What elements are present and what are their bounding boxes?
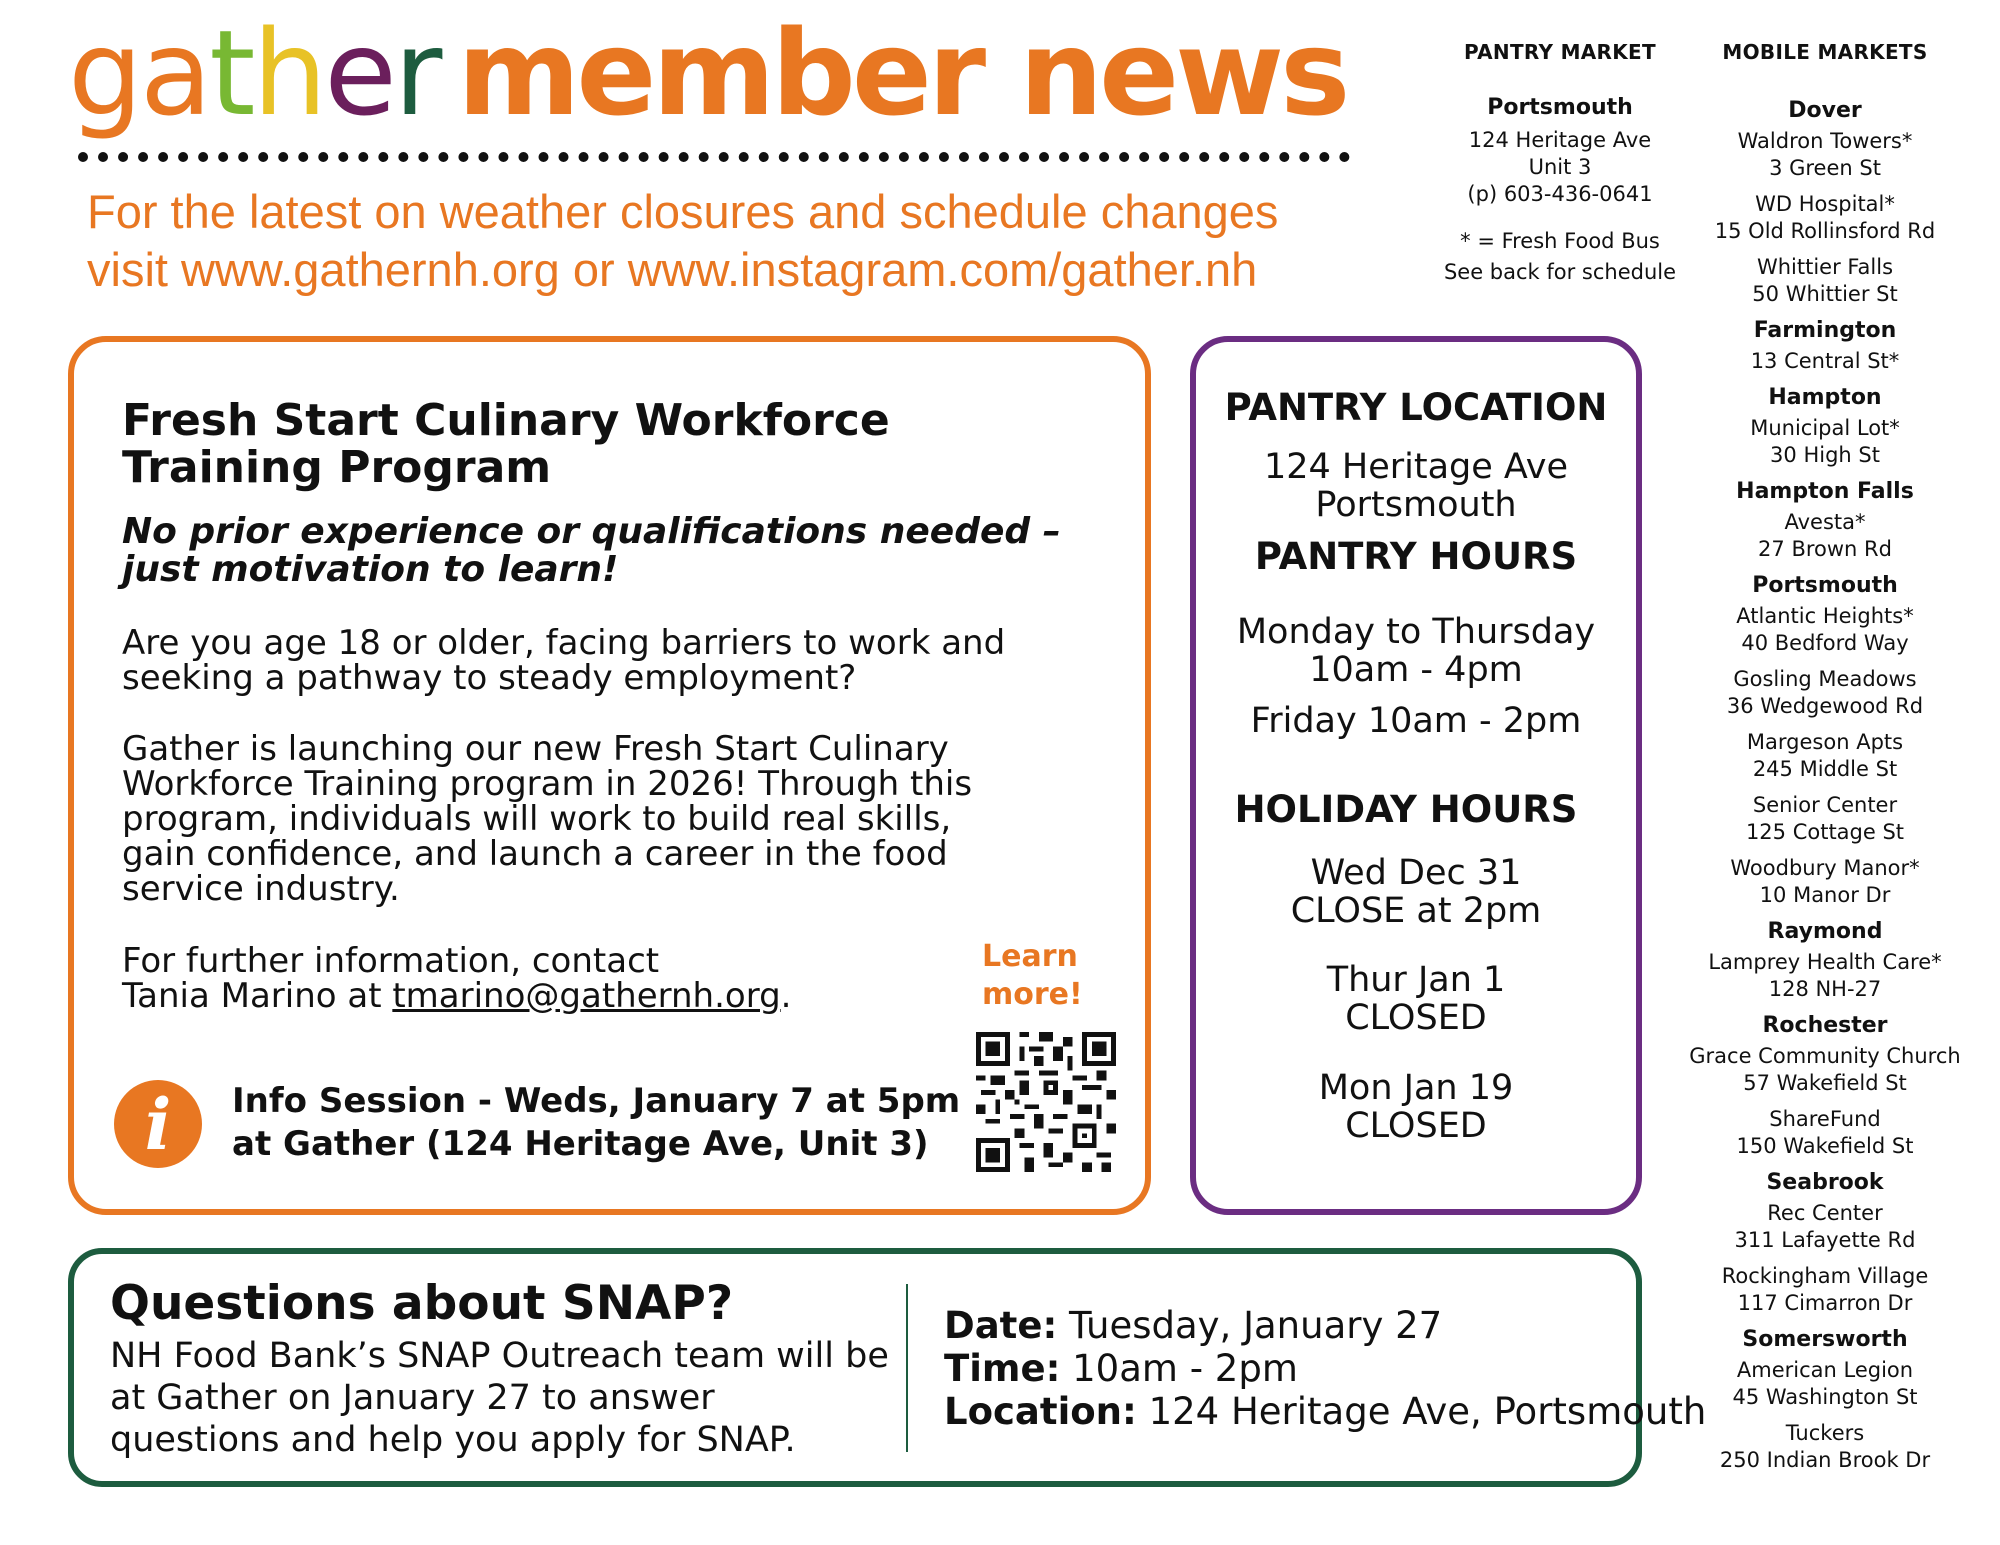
market-site-address: 36 Wedgewood Rd bbox=[1726, 694, 1924, 718]
training-description-paragraph bbox=[122, 729, 1042, 909]
pantry-hours-card bbox=[1190, 336, 1642, 1215]
market-site bbox=[1660, 1043, 1990, 1097]
newsletter-masthead bbox=[68, 4, 1347, 142]
hours-line-2: 10am - 4pm bbox=[1309, 650, 1523, 690]
market-site bbox=[1660, 1106, 1990, 1160]
date-value: Tuesday, January 27 bbox=[1057, 1304, 1443, 1347]
market-site bbox=[1660, 191, 1990, 245]
session-line-2: at Gather (124 Heritage Ave, Unit 3) bbox=[232, 1124, 929, 1164]
market-town: Hampton Falls bbox=[1736, 479, 1914, 504]
hours-line-1: Monday to Thursday bbox=[1236, 612, 1596, 652]
brand-letter: a bbox=[139, 4, 210, 142]
market-site-name: Woodbury Manor* bbox=[1730, 856, 1920, 880]
pantry-hours bbox=[1196, 613, 1636, 689]
market-site-name: Avesta* bbox=[1784, 510, 1866, 534]
training-title-line-1: Fresh Start Culinary Workforce bbox=[122, 395, 890, 446]
dotted-divider bbox=[78, 152, 1350, 162]
market-site-address: 150 Wakefield St bbox=[1736, 1134, 1914, 1158]
market-site bbox=[1660, 792, 1990, 846]
market-site-name: Waldron Towers* bbox=[1737, 129, 1913, 153]
pantry-market-address-line-1: 124 Heritage Ave bbox=[1468, 128, 1652, 152]
snap-body-line-1: NH Food Bank’s SNAP Outreach team will be bbox=[110, 1336, 889, 1376]
market-site-name: Rec Center bbox=[1767, 1201, 1883, 1225]
contact-prefix: Tania Marino at bbox=[122, 976, 393, 1016]
market-site-name: Whittier Falls bbox=[1756, 255, 1894, 279]
market-site-name: Rockingham Village bbox=[1721, 1264, 1929, 1288]
brand-letter: r bbox=[393, 4, 440, 142]
market-site-name: Senior Center bbox=[1752, 793, 1898, 817]
market-site-address: 10 Manor Dr bbox=[1759, 883, 1891, 907]
market-site bbox=[1660, 855, 1990, 909]
market-town: Raymond bbox=[1767, 919, 1883, 944]
market-site-name: ShareFund bbox=[1769, 1107, 1881, 1131]
market-site bbox=[1660, 509, 1990, 563]
market-site-address: 27 Brown Rd bbox=[1758, 537, 1892, 561]
snap-body-line-2: at Gather on January 27 to answer bbox=[110, 1378, 715, 1418]
market-site-address: 128 NH-27 bbox=[1768, 977, 1882, 1001]
holiday-day: Thur Jan 1 bbox=[1326, 960, 1506, 1000]
pantry-market-city: Portsmouth bbox=[1487, 95, 1633, 120]
market-site-address: 57 Wakefield St bbox=[1743, 1071, 1907, 1095]
para1-line-1: Are you age 18 or older, facing barriers to work and bbox=[122, 623, 1006, 663]
market-site-address: 250 Indian Brook Dr bbox=[1719, 1448, 1931, 1472]
contact-suffix: . bbox=[780, 976, 792, 1016]
market-site-address: 117 Cimarron Dr bbox=[1737, 1291, 1913, 1315]
training-eligibility-paragraph bbox=[122, 623, 1042, 698]
pantry-hours-heading: PANTRY HOURS bbox=[1254, 535, 1578, 578]
date-label: Date: bbox=[944, 1304, 1058, 1347]
market-town: Seabrook bbox=[1766, 1170, 1884, 1195]
info-icon: i bbox=[114, 1080, 202, 1168]
market-site-name: Lamprey Health Care* bbox=[1708, 950, 1942, 974]
market-site bbox=[1660, 1420, 1990, 1474]
holiday-0 bbox=[1196, 854, 1636, 930]
pantry-address-line-2: Portsmouth bbox=[1315, 485, 1517, 525]
market-site-name: American Legion bbox=[1736, 1358, 1914, 1382]
contact-email-link[interactable]: tmarino@gathernh.org bbox=[392, 976, 781, 1016]
training-contact-paragraph bbox=[122, 941, 1042, 1016]
training-program-card bbox=[68, 336, 1151, 1215]
market-site-name: 13 Central St* bbox=[1750, 349, 1900, 373]
snap-divider bbox=[906, 1284, 908, 1452]
market-site-address: 245 Middle St bbox=[1752, 757, 1898, 781]
market-site-address: 125 Cottage St bbox=[1745, 820, 1905, 844]
brand-letter: g bbox=[68, 4, 140, 142]
market-site-name: Atlantic Heights* bbox=[1736, 604, 1914, 628]
holiday-hours-heading: HOLIDAY HOURS bbox=[1234, 788, 1578, 831]
learn-line-2: more! bbox=[982, 977, 1083, 1012]
holiday-status: CLOSED bbox=[1345, 1106, 1487, 1146]
market-site-address: 40 Bedford Way bbox=[1741, 631, 1909, 655]
para1-line-2: seeking a pathway to steady employment? bbox=[122, 658, 857, 698]
market-site-address: 50 Whittier St bbox=[1752, 282, 1898, 306]
market-site bbox=[1660, 254, 1990, 308]
mobile-markets-list bbox=[1660, 94, 1990, 1483]
brand-letter: e bbox=[324, 4, 394, 142]
pantry-address-line-1: 124 Heritage Ave bbox=[1263, 447, 1569, 487]
brand-letter: h bbox=[252, 4, 325, 142]
session-line-1: Info Session - Weds, January 7 at 5pm bbox=[232, 1081, 961, 1121]
market-site bbox=[1660, 415, 1990, 469]
market-site bbox=[1660, 1357, 1990, 1411]
note-line-2: See back for schedule bbox=[1443, 260, 1677, 284]
para2-line-4: gain confidence, and launch a career in the food bbox=[122, 834, 948, 874]
holiday-day: Wed Dec 31 bbox=[1310, 853, 1522, 893]
pantry-market-address-line-2: Unit 3 bbox=[1528, 155, 1592, 179]
market-site bbox=[1660, 603, 1990, 657]
fresh-food-bus-note bbox=[1420, 226, 1700, 288]
holiday-2 bbox=[1196, 1069, 1636, 1145]
pantry-address bbox=[1196, 448, 1636, 524]
snap-card bbox=[68, 1248, 1707, 1487]
snap-location bbox=[944, 1390, 1706, 1433]
learn-more-label bbox=[982, 938, 1083, 1014]
market-town: Somersworth bbox=[1742, 1327, 1908, 1352]
notice-line-1: For the latest on weather closures and schedule changes bbox=[87, 185, 1279, 238]
weather-notice bbox=[87, 183, 1407, 299]
brand-letter: t bbox=[209, 4, 253, 142]
time-value: 10am - 2pm bbox=[1060, 1347, 1298, 1390]
market-town: Dover bbox=[1788, 98, 1862, 123]
market-site-address: 30 High St bbox=[1770, 443, 1880, 467]
market-town: Farmington bbox=[1753, 318, 1897, 343]
training-title bbox=[122, 397, 1022, 491]
holiday-day: Mon Jan 19 bbox=[1318, 1068, 1514, 1108]
pantry-market-heading: PANTRY MARKET bbox=[1464, 40, 1656, 64]
pantry-location-heading: PANTRY LOCATION bbox=[1224, 386, 1608, 429]
market-site bbox=[1660, 949, 1990, 1003]
market-site-name: Grace Community Church bbox=[1689, 1044, 1961, 1068]
info-session bbox=[232, 1080, 972, 1166]
pantry-market-phone: (p) 603-436-0641 bbox=[1467, 182, 1653, 206]
market-site-address: 15 Old Rollinsford Rd bbox=[1714, 219, 1936, 243]
holiday-status: CLOSE at 2pm bbox=[1290, 891, 1542, 931]
snap-body-line-3: questions and help you apply for SNAP. bbox=[110, 1420, 796, 1460]
market-site-name: WD Hospital* bbox=[1755, 192, 1895, 216]
market-site-name: Tuckers bbox=[1785, 1421, 1865, 1445]
para2-line-5: service industry. bbox=[122, 869, 400, 909]
market-site bbox=[1660, 128, 1990, 182]
notice-line-2: visit www.gathernh.org or www.instagram.com/gather.nh bbox=[87, 243, 1258, 296]
market-town: Hampton bbox=[1768, 385, 1882, 410]
market-site bbox=[1660, 666, 1990, 720]
snap-date bbox=[944, 1304, 1706, 1347]
training-subtitle bbox=[122, 513, 1062, 589]
holiday-status: CLOSED bbox=[1345, 998, 1487, 1038]
market-site bbox=[1660, 348, 1990, 375]
para2-line-3: program, individuals will work to build real skills, bbox=[122, 799, 952, 839]
snap-body bbox=[110, 1335, 930, 1461]
market-site-name: Gosling Meadows bbox=[1733, 667, 1917, 691]
market-site bbox=[1660, 729, 1990, 783]
learn-line-1: Learn bbox=[982, 939, 1078, 974]
snap-details bbox=[944, 1304, 1706, 1433]
market-site-address: 45 Washington St bbox=[1732, 1385, 1918, 1409]
pantry-market-info bbox=[1420, 94, 1700, 288]
mobile-markets-heading: MOBILE MARKETS bbox=[1722, 40, 1928, 64]
contact-line-2 bbox=[122, 976, 1042, 1016]
para2-line-2: Workforce Training program in 2026! Through this bbox=[122, 764, 973, 804]
market-town: Rochester bbox=[1762, 1013, 1888, 1038]
market-site-address: 3 Green St bbox=[1769, 156, 1881, 180]
market-site-name: Margeson Apts bbox=[1746, 730, 1904, 754]
headline-rest: member news bbox=[457, 4, 1347, 142]
market-site-name: Municipal Lot* bbox=[1750, 416, 1900, 440]
holiday-1 bbox=[1196, 961, 1636, 1037]
training-title-line-2: Training Program bbox=[122, 442, 552, 493]
time-label: Time: bbox=[944, 1347, 1061, 1390]
hours-line-3: Friday 10am - 2pm bbox=[1250, 701, 1582, 741]
qr-code-icon[interactable] bbox=[976, 1032, 1116, 1172]
snap-time bbox=[944, 1347, 1706, 1390]
location-label: Location: bbox=[944, 1390, 1137, 1433]
location-value: 124 Heritage Ave, Portsmouth bbox=[1136, 1390, 1707, 1433]
training-subtitle-line-2: just motivation to learn! bbox=[122, 549, 619, 590]
market-site bbox=[1660, 1263, 1990, 1317]
training-subtitle-line-1: No prior experience or qualifications needed – bbox=[122, 511, 1061, 552]
market-town: Portsmouth bbox=[1752, 573, 1898, 598]
brand-wordmark bbox=[68, 4, 439, 142]
market-site bbox=[1660, 1200, 1990, 1254]
note-line-1: * = Fresh Food Bus bbox=[1460, 229, 1660, 253]
contact-line-1: For further information, contact bbox=[122, 941, 660, 981]
para2-line-1: Gather is launching our new Fresh Start Culinary bbox=[122, 729, 949, 769]
market-site-address: 311 Lafayette Rd bbox=[1734, 1228, 1916, 1252]
snap-title: Questions about SNAP? bbox=[110, 1276, 734, 1331]
